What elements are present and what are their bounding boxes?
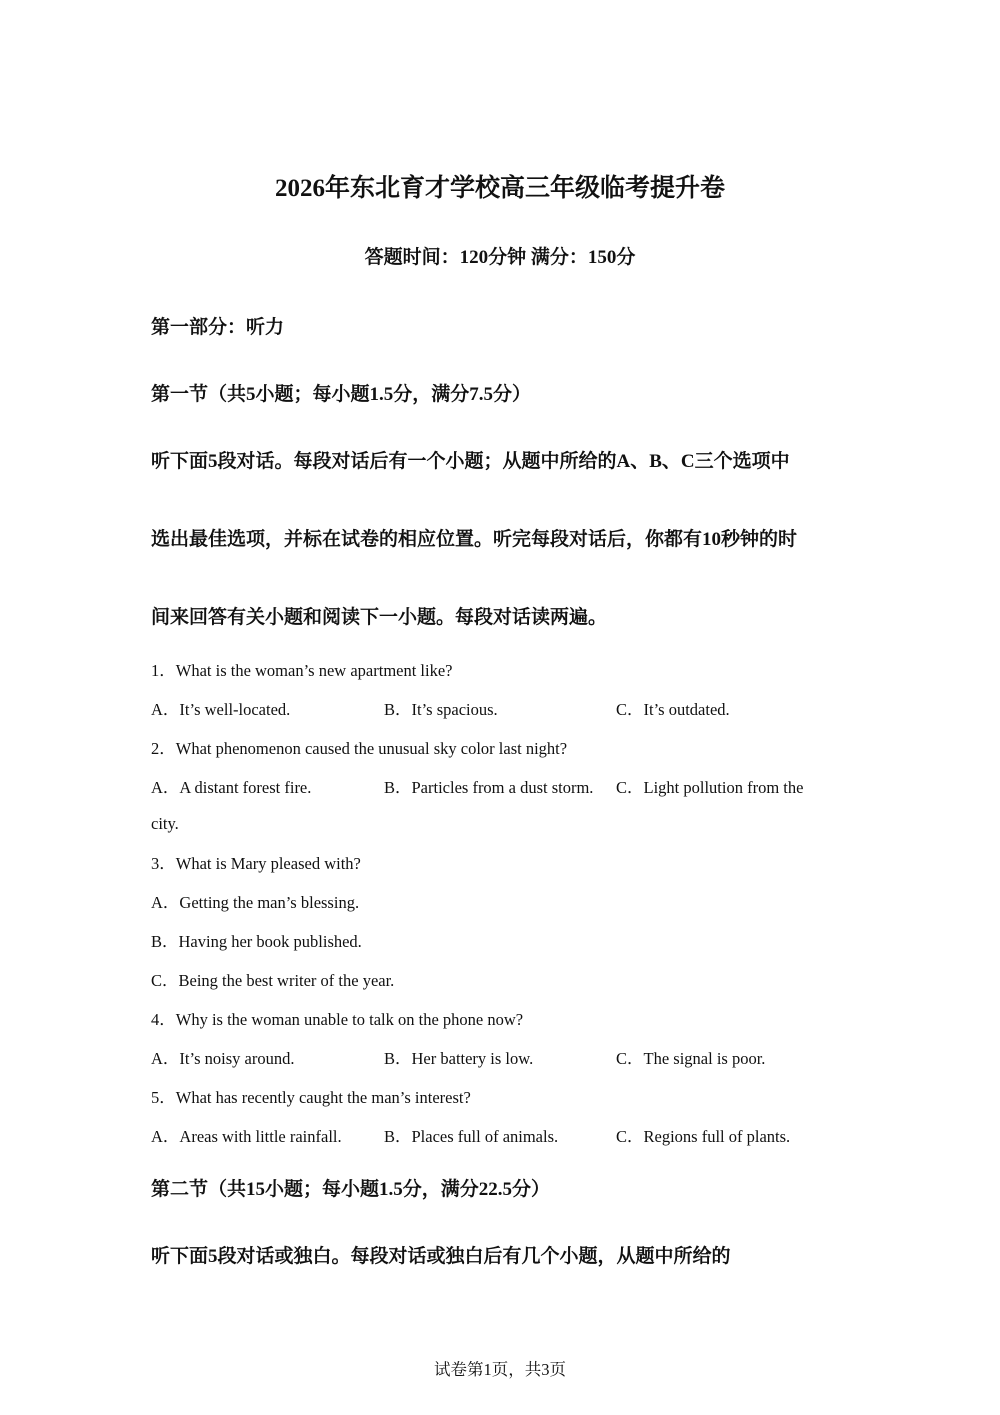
exam-time-and-score: 答题时间：120分钟 满分：150分 — [364, 247, 636, 268]
question-stem: 5．What has recently caught the man’s interest? — [151, 1088, 471, 1107]
option-a: A．It’s well-located. — [151, 700, 291, 719]
option-c: C．Regions full of plants. — [616, 1127, 791, 1146]
option-a: A．A distant forest fire. — [151, 778, 312, 797]
page-footer: 试卷第1页，共3页 — [434, 1360, 566, 1379]
option-c: C．Light pollution from the — [616, 778, 804, 797]
question-stem: 4．Why is the woman unable to talk on the phone now? — [151, 1010, 524, 1029]
option-b: B．Having her book published. — [151, 932, 362, 951]
option-a: A．Areas with little rainfall. — [151, 1127, 342, 1146]
exam-title: 2026年东北育才学校高三年级临考提升卷 — [274, 175, 725, 202]
option-b: B．It’s spacious. — [384, 700, 498, 719]
instruction-line: 听下面5段对话。每段对话后有一个小题；从题中所给的A、B、C三个选项中 — [151, 451, 790, 472]
instruction-line: 选出最佳选项，并标在试卷的相应位置。听完每段对话后，你都有10秒钟的时 — [151, 529, 798, 550]
option-continuation: city. — [151, 814, 179, 833]
question-stem: 2．What phenomenon caused the unusual sky color last night? — [151, 739, 568, 758]
question-stem: 1．What is the woman’s new apartment like? — [151, 661, 453, 680]
question-stem: 3．What is Mary pleased with? — [151, 854, 361, 873]
section-heading: 第一节（共5小题；每小题1.5分，满分7.5分） — [151, 384, 532, 405]
option-b: B．Places full of animals. — [384, 1127, 559, 1146]
instruction-line: 间来回答有关小题和阅读下一小题。每段对话读两遍。 — [151, 607, 608, 628]
option-b: B．Her battery is low. — [384, 1049, 534, 1068]
option-c: C．The signal is poor. — [616, 1049, 766, 1068]
option-b: B．Particles from a dust storm. — [384, 778, 594, 797]
option-c: C．It’s outdated. — [616, 700, 730, 719]
part-heading: 第一部分：听力 — [151, 317, 285, 338]
instruction-line: 听下面5段对话或独白。每段对话或独白后有几个小题，从题中所给的 — [151, 1246, 731, 1267]
option-a: A．It’s noisy around. — [151, 1049, 295, 1068]
option-c: C．Being the best writer of the year. — [151, 971, 395, 990]
option-a: A．Getting the man’s blessing. — [151, 893, 360, 912]
section-heading: 第二节（共15小题；每小题1.5分，满分22.5分） — [151, 1179, 551, 1200]
